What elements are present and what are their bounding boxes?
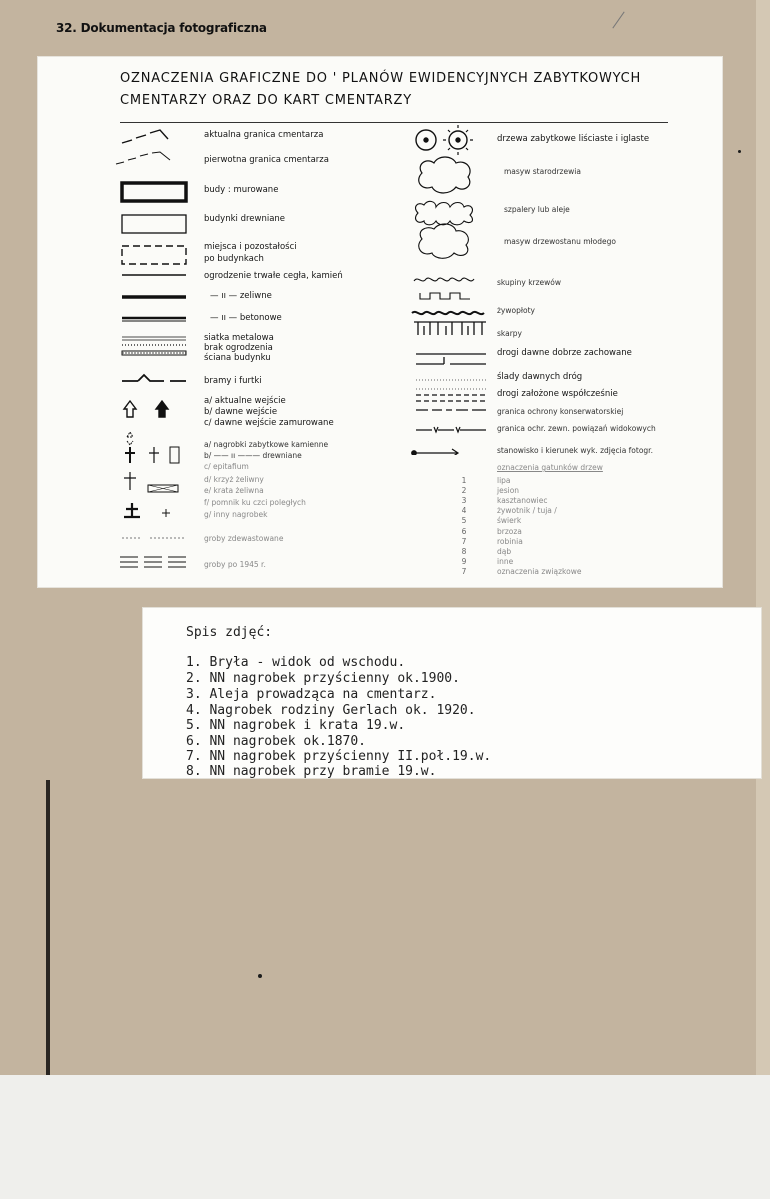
photo-list-item: 7. NN nagrobek przyścienny II.poł.19.w. bbox=[186, 749, 492, 764]
legend-item: groby zdewastowane bbox=[204, 534, 284, 543]
right-symbols bbox=[408, 125, 490, 455]
gate-symbol bbox=[122, 375, 186, 381]
species-name: inne bbox=[497, 557, 514, 566]
legend-item: miejsca i pozostałości bbox=[204, 242, 297, 252]
photo-list-item: 6. NN nagrobek ok.1870. bbox=[186, 734, 367, 749]
stone-tomb-symbol bbox=[125, 447, 135, 463]
photo-list-item: 2. NN nagrobek przyścienny ok.1900. bbox=[186, 671, 460, 686]
legend-item: skarpy bbox=[497, 329, 522, 338]
legend-item: — ıı — betonowe bbox=[210, 313, 282, 323]
board-speck bbox=[258, 974, 262, 978]
legend-rule bbox=[120, 122, 668, 123]
epitaph-symbol bbox=[170, 447, 179, 463]
species-number: 5 bbox=[461, 516, 467, 525]
legend-item: granica ochrony konserwatorskiej bbox=[497, 407, 624, 416]
legend-item: brak ogrodzenia bbox=[204, 343, 273, 353]
species-name: brzoza bbox=[497, 527, 522, 536]
slopes-symbol bbox=[414, 322, 486, 335]
wooden-tomb-symbol bbox=[149, 447, 159, 463]
former-entrance-symbol bbox=[156, 401, 168, 417]
legend-item: c/ dawne wejście zamurowane bbox=[204, 418, 334, 428]
legend-item: e/ krata żeliwna bbox=[204, 486, 264, 495]
legend-item: a/ nagrobki zabytkowe kamienne bbox=[204, 440, 329, 449]
old-trees-mass-symbol bbox=[419, 157, 470, 193]
species-number: 9 bbox=[461, 557, 467, 566]
legend-item: groby po 1945 r. bbox=[204, 560, 266, 569]
species-number: 7 bbox=[461, 567, 467, 576]
legend-item: aktualna granica cmentarza bbox=[204, 130, 324, 140]
blank-paper-strip bbox=[0, 1075, 770, 1199]
legend-item: ściana budynku bbox=[204, 353, 271, 363]
old-roads-symbol bbox=[416, 354, 486, 364]
legend-item: b/ dawne wejście bbox=[204, 407, 278, 417]
photo-list-item: 4. Nagrobek rodziny Gerlach ok. 1920. bbox=[186, 703, 476, 718]
species-name: dąb bbox=[497, 547, 512, 556]
species-name: kasztanowiec bbox=[497, 496, 548, 505]
legend-item: budy : murowane bbox=[204, 185, 279, 195]
legend-item: granica ochr. zewn. powiązań widokowych bbox=[497, 424, 656, 433]
legend-item: po budynkach bbox=[204, 254, 264, 264]
photo-station-symbol bbox=[414, 449, 458, 455]
legend-item: żywopłoty bbox=[497, 306, 535, 315]
legend-item: masyw drzewostanu młodego bbox=[504, 237, 616, 246]
photo-list-item: 8. NN nagrobek przy bramie 19.w. bbox=[186, 764, 437, 779]
legend-item: bramy i furtki bbox=[204, 376, 262, 386]
legend-title bbox=[120, 68, 641, 112]
legend-title-line-1: OZNACZENIA GRAFICZNE DO ' PLANÓW EWIDENCYJNYCH ZABYTKOWYCH bbox=[120, 71, 642, 86]
legend-item: g/ inny nagrobek bbox=[204, 510, 268, 519]
legend-item: drogi założone współcześnie bbox=[497, 389, 618, 399]
young-trees-mass-symbol bbox=[419, 224, 469, 258]
masonry-building-symbol bbox=[122, 183, 186, 201]
iron-cross-symbol bbox=[124, 472, 136, 490]
legend-item: ogrodzenie trwałe cegła, kamień bbox=[204, 271, 343, 281]
legend-item: stanowisko i kierunek wyk. zdjęcia fotogr. bbox=[497, 446, 653, 455]
legend-item: drogi dawne dobrze zachowane bbox=[497, 348, 632, 358]
current-entrance-symbol bbox=[124, 401, 136, 417]
legend-item: pierwotna granica cmentarza bbox=[204, 155, 329, 165]
legend-item: oznaczenia gatunków drzew bbox=[497, 463, 603, 472]
legend-item: — ıı — zeliwne bbox=[210, 291, 272, 301]
species-name: robinia bbox=[497, 537, 523, 546]
legend-item: ślady dawnych dróg bbox=[497, 372, 583, 382]
war-memorial-symbol bbox=[124, 503, 140, 517]
current-boundary-symbol bbox=[122, 130, 168, 143]
species-name: lipa bbox=[497, 476, 511, 485]
legend-item: f/ pomnik ku czci poległych bbox=[204, 498, 306, 507]
legend-item: szpalery lub aleje bbox=[504, 205, 570, 214]
legend-item: skupiny krzewów bbox=[497, 278, 562, 287]
species-number: 6 bbox=[461, 527, 467, 536]
original-boundary-symbol bbox=[116, 152, 170, 164]
building-remains-symbol bbox=[122, 246, 186, 264]
species-name: świerk bbox=[497, 516, 522, 525]
alleys-symbol bbox=[416, 201, 473, 224]
walled-entrance-symbol bbox=[127, 432, 133, 445]
board-left-edge bbox=[46, 780, 50, 1075]
legend-item: d/ krzyż żeliwny bbox=[204, 475, 264, 484]
legend-item: drzewa zabytkowe liściaste i iglaste bbox=[497, 134, 650, 144]
legend-item: b/ —— ıı ——— drewniane bbox=[204, 451, 302, 460]
legend-title-line-2: CMENTARZY ORAZ DO KART CMENTARZY bbox=[120, 93, 412, 108]
species-name: żywotnik / tuja / bbox=[497, 506, 557, 515]
species-number: 8 bbox=[461, 547, 467, 556]
photo-list-item: 1. Bryła - widok od wschodu. bbox=[186, 655, 406, 670]
legend-item: budynki drewniane bbox=[204, 214, 286, 224]
legend-item: siatka metalowa bbox=[204, 333, 274, 343]
shrubs-symbol bbox=[414, 278, 474, 281]
board-right-edge bbox=[756, 0, 770, 1199]
photo-list-item: 3. Aleja prowadząca na cmentarz. bbox=[186, 687, 437, 702]
legend-item: a/ aktualne wejście bbox=[204, 396, 286, 406]
other-tomb-symbol bbox=[162, 509, 170, 517]
species-number: 2 bbox=[461, 486, 467, 495]
board-speck bbox=[738, 150, 741, 153]
page-header: 32. Dokumentacja fotograficzna bbox=[56, 21, 267, 35]
left-symbols bbox=[110, 125, 195, 585]
species-name: oznaczenia związkowe bbox=[497, 567, 582, 576]
species-number: 7 bbox=[461, 537, 467, 546]
wooden-building-symbol bbox=[122, 215, 186, 233]
species-number: 4 bbox=[461, 506, 467, 515]
photo-list-heading: Spis zdjęć: bbox=[186, 625, 273, 640]
hedge-symbol bbox=[412, 312, 484, 314]
photo-list-item: 5. NN nagrobek i krata 19.w. bbox=[186, 718, 406, 733]
species-number: 1 bbox=[461, 476, 467, 485]
species-name: jesion bbox=[497, 486, 520, 495]
legend-item: masyw starodrzewia bbox=[504, 167, 581, 176]
legend-item: c/ epitafium bbox=[204, 462, 249, 471]
species-number: 3 bbox=[461, 496, 467, 505]
